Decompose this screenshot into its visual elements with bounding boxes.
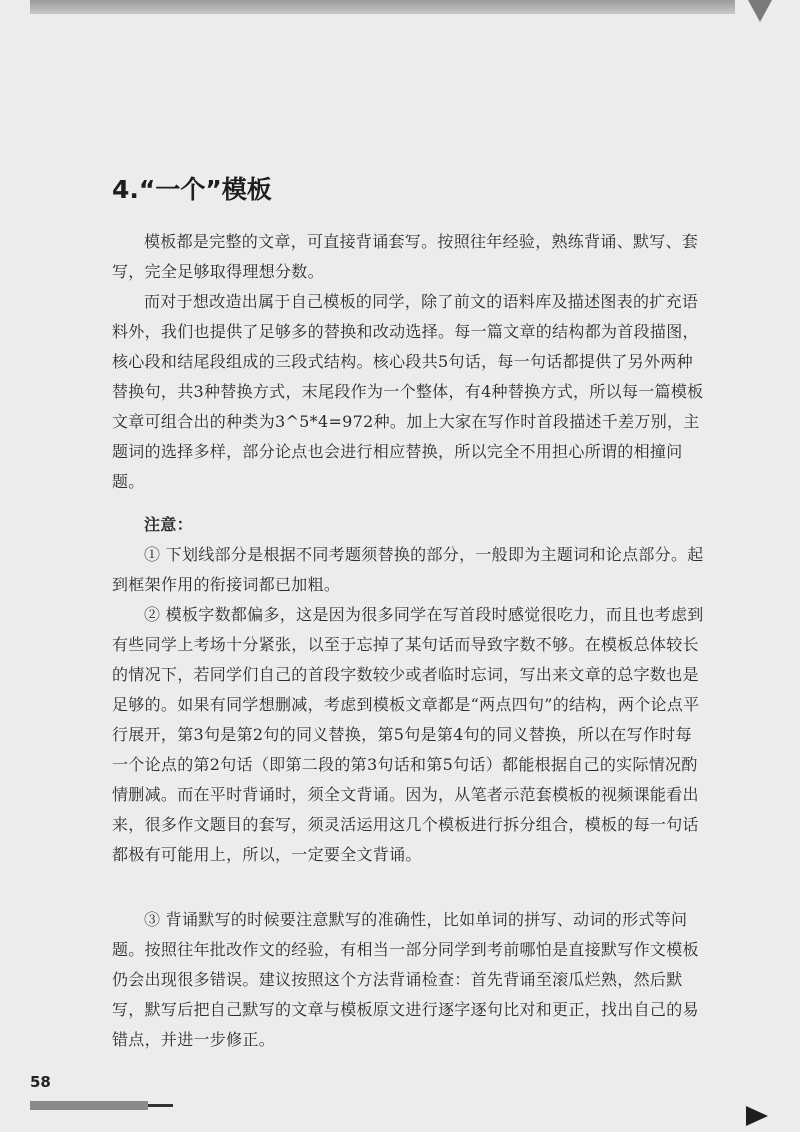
- page-number: 58: [30, 1073, 51, 1091]
- note-item-3: ③ 背诵默写的时候要注意默写的准确性，比如单词的拼写、动词的形式等问题。按照往年批改作文的经验，有相当一部分同学到考前哪怕是直接默写作文模板仍会出现很多错误。建议按照这个方法背诵检查：首先背诵至滚瓜烂熟，然后默写，默写后把自己默写的文章与模板原文进行逐字逐句比对和更正，找出自己的易错点，并进一步修正。: [112, 910, 699, 1049]
- notes-section-continued: [112, 905, 706, 1055]
- section-title: 4.“一个”模板: [112, 175, 272, 204]
- footer-decorative-bar: [30, 1101, 148, 1110]
- page-corner-triangle: [746, 1106, 768, 1126]
- paragraph-template-customization: 而对于想改造出属于自己模板的同学，除了前文的语料库及描述图表的扩充语料外，我们也提供了足够多的替换和改动选择。每一篇文章的结构都为首段描图，核心段和结尾段组成的三段式结构。核心段共5句话，每一句话都提供了另外两种替换句，共3种替换方式，末尾段作为一个整体，有4种替换方式，所以每一篇模板文章可组合出的种类为3^5*4=972种。加上大家在写作时首段描述千差万别，主题词的选择多样，部分论点也会进行相应替换，所以完全不用担心所谓的相撞问题。: [112, 292, 704, 491]
- paragraph-template-usage: 模板都是完整的文章，可直接背诵套写。按照往年经验，熟练背诵、默写、套写，完全足够取得理想分数。: [112, 232, 699, 281]
- page-top-edge: [30, 0, 735, 14]
- notes-section: [112, 510, 706, 870]
- note-item-1: ① 下划线部分是根据不同考题须替换的部分，一般即为主题词和论点部分。起到框架作用的衔接词都已加粗。: [112, 545, 704, 594]
- intro-paragraphs: [112, 227, 706, 497]
- page-corner-mark: [748, 0, 772, 22]
- notes-label: 注意：: [144, 515, 193, 534]
- note-item-2: ② 模板字数都偏多，这是因为很多同学在写首段时感觉很吃力，而且也考虑到有些同学上考场十分紧张，以至于忘掉了某句话而导致字数不够。在模板总体较长的情况下，若同学们自己的首段字数较少或者临时忘词，写出来文章的总字数也是足够的。如果有同学想删减，考虑到模板文章都是“两点四句”的结构，两个论点平行展开，第3句是第2句的同义替换，第5句是第4句的同义替换，所以在写作时每一个论点的第2句话（即第二段的第3句话和第5句话）都能根据自己的实际情况酌情删减。而在平时背诵时，须全文背诵。因为，从笔者示范套模板的视频课能看出来，很多作文题目的套写，须灵活运用这几个模板进行拆分组合，模板的每一句话都极有可能用上，所以，一定要全文背诵。: [112, 605, 704, 864]
- footer-decorative-line: [148, 1104, 173, 1107]
